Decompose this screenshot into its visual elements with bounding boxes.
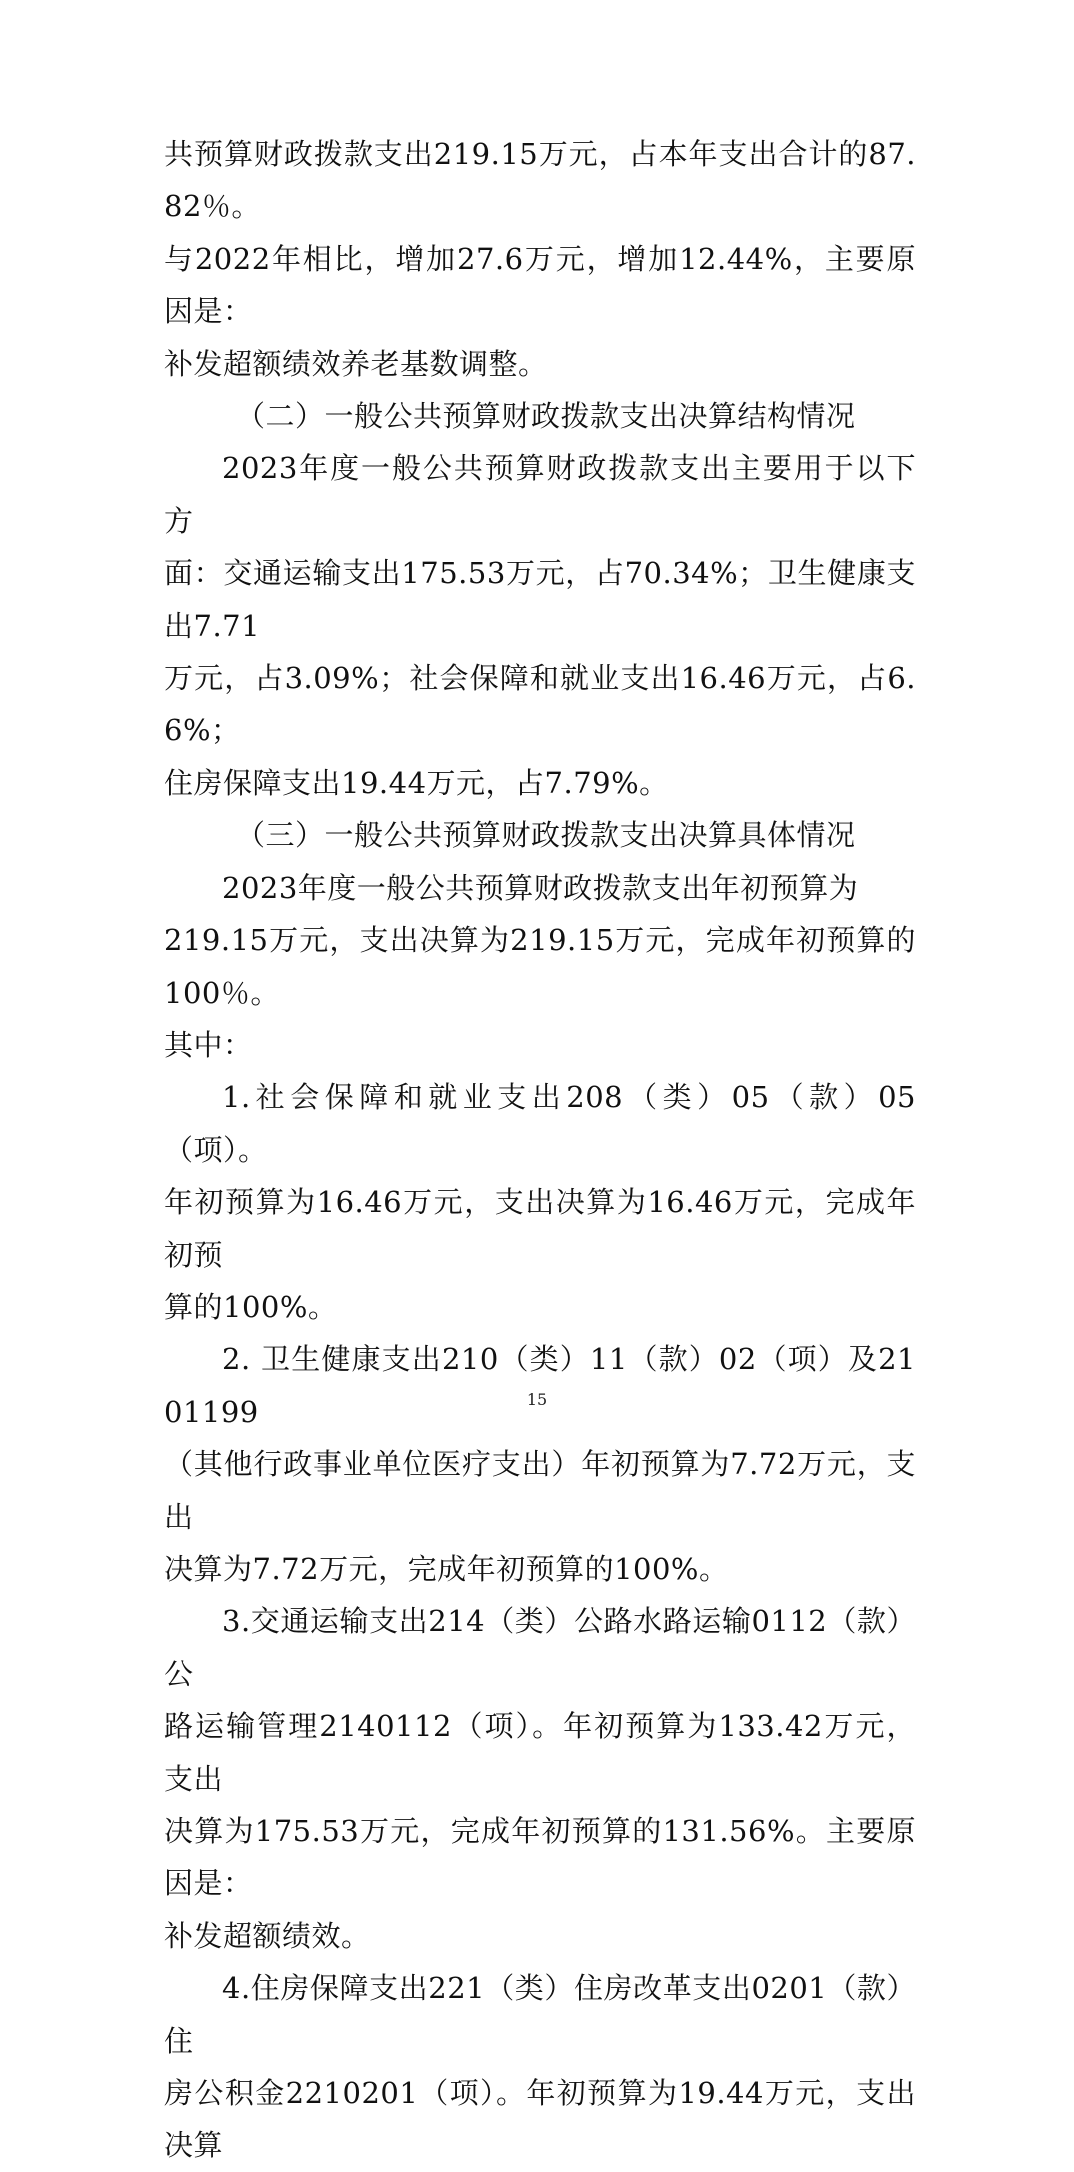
text-line: 补发超额绩效。 [164, 1918, 371, 1953]
text-line: 年初预算为16.46万元，支出决算为16.46万元，完成年初预 [164, 1185, 916, 1272]
text-line: 路运输管理2140112（项）。年初预算为133.42万元，支出 [164, 1709, 916, 1796]
body-text [164, 128, 916, 2172]
paragraph-item-1 [164, 1071, 916, 1333]
text-line: 2. 卫生健康支出210（类）11（款）02（项）及2101199 [164, 1342, 916, 1429]
heading-text: （二）一般公共预算财政拨款支出决算结构情况 [236, 399, 856, 434]
heading-text: （三）一般公共预算财政拨款支出决算具体情况 [236, 818, 856, 853]
text-line: 219.15万元，支出决算为219.15万元，完成年初预算的100％。 [164, 923, 916, 1010]
text-line: 算的100%。 [164, 1289, 338, 1324]
text-line: （其他行政事业单位医疗支出）年初预算为7.72万元，支出 [164, 1447, 916, 1534]
paragraph-detail-intro [164, 862, 916, 1072]
paragraph-continuation [164, 128, 916, 390]
text-line: 决算为7.72万元，完成年初预算的100%。 [164, 1551, 729, 1586]
text-line: 其中： [164, 1027, 253, 1062]
paragraph-item-3 [164, 1595, 916, 1962]
text-line: 3.交通运输支出214（类）公路水路运输0112（款）公 [164, 1604, 916, 1691]
paragraph-structure [164, 442, 916, 809]
paragraph-item-4 [164, 1962, 916, 2172]
text-line: 1.社会保障和就业支出208（类）05（款）05（项）。 [164, 1080, 916, 1167]
text-line: 2023年度一般公共预算财政拨款支出年初预算为 [222, 870, 859, 905]
text-line: 住房保障支出19.44万元，占7.79%。 [164, 765, 669, 800]
text-line: 房公积金2210201（项）。年初预算为19.44万元，支出决算 [164, 2076, 916, 2163]
section-heading-2 [164, 390, 916, 442]
text-line: 面：交通运输支出175.53万元，占70.34%；卫生健康支出7.71 [164, 556, 916, 643]
text-line: 2023年度一般公共预算财政拨款支出主要用于以下方 [164, 451, 916, 538]
text-line: 4.住房保障支出221（类）住房改革支出0201（款）住 [164, 1971, 916, 2058]
text-line: 共预算财政拨款支出219.15万元，占本年支出合计的87.82％。 [164, 137, 916, 224]
section-heading-3 [164, 809, 916, 861]
paragraph-item-2 [164, 1333, 916, 1595]
page-number: 15 [526, 1390, 548, 1409]
text-line: 补发超额绩效养老基数调整。 [164, 346, 548, 381]
text-line: 万元，占3.09%；社会保障和就业支出16.46万元，占6.6%； [164, 661, 916, 748]
text-line: 决算为175.53万元，完成年初预算的131.56%。主要原因是： [164, 1814, 916, 1901]
text-line: 与2022年相比，增加27.6万元，增加12.44%，主要原因是： [164, 241, 916, 329]
